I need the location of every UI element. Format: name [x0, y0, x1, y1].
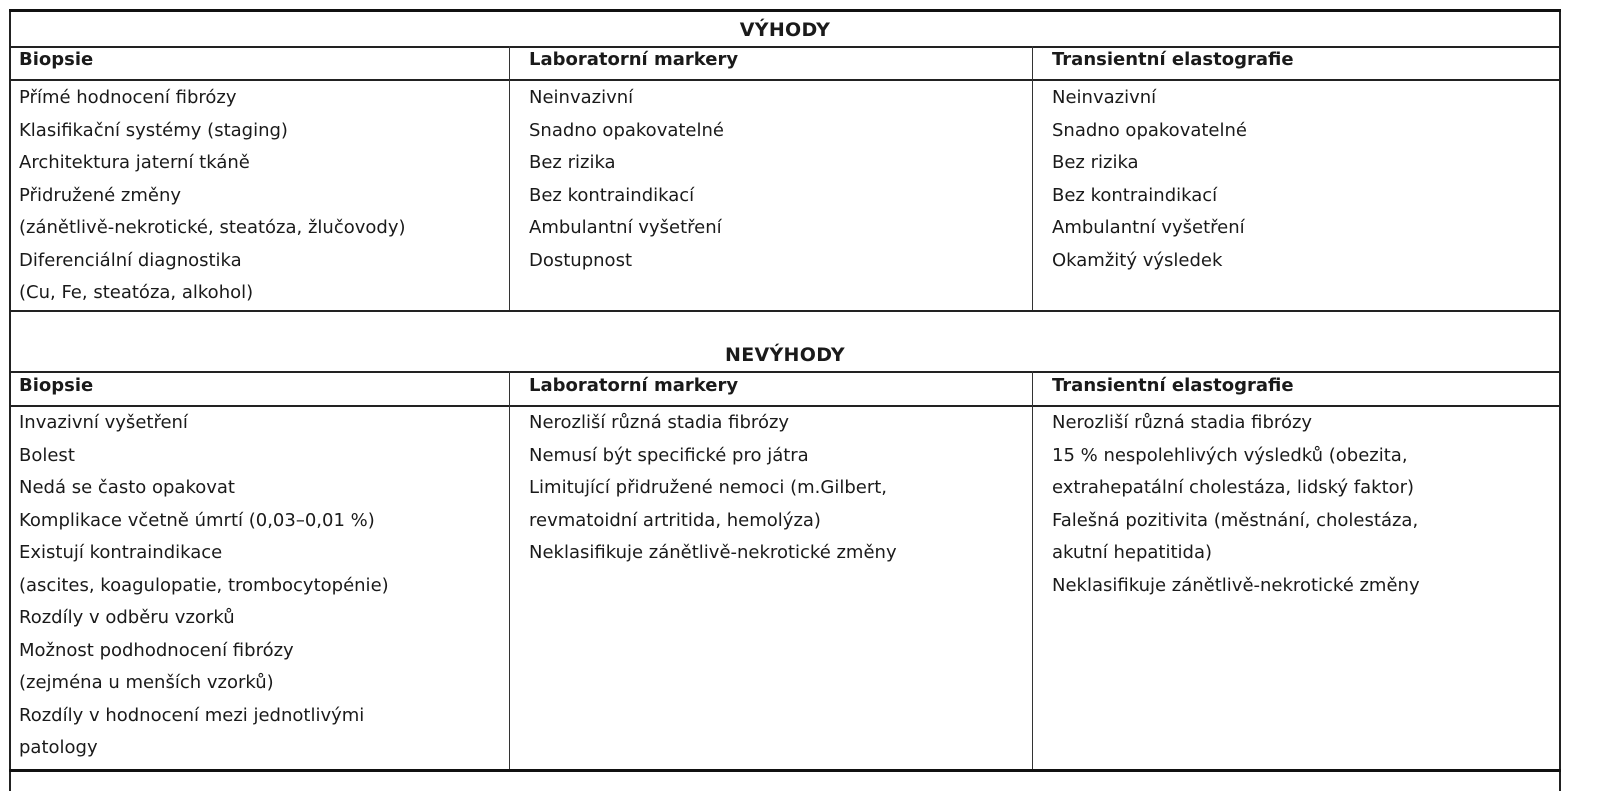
list-item: Bez kontraindikací	[529, 184, 695, 206]
disadv-divider-2	[1032, 371, 1033, 769]
list-item: extrahepatální cholestáza, lidský faktor)	[1052, 477, 1415, 498]
list-item: Neklasifikuje zánětlivě-nekrotické změny	[529, 542, 897, 563]
disadvantages-col-biopsie	[19, 407, 389, 765]
adv-divider-1	[509, 46, 510, 310]
list-item: Rozdíly v hodnocení mezi jednotlivými	[19, 704, 365, 726]
advantages-col-lab	[529, 82, 724, 277]
list-item: Klasifikační systémy (staging)	[19, 119, 288, 141]
list-item: revmatoidní artritida, hemolýza)	[529, 509, 821, 531]
list-item: Invazivní vyšetření	[19, 412, 188, 433]
list-item: Snadno opakovatelné	[529, 119, 724, 141]
list-item: Bolest	[19, 444, 75, 466]
advantages-title: VÝHODY	[739, 19, 831, 41]
rule-top	[9, 9, 1561, 12]
list-item: (zejména u menších vzorků)	[19, 672, 274, 693]
list-item: Přímé hodnocení fibrózy	[19, 87, 237, 108]
advantages-header-lab: Laboratorní markery	[529, 49, 739, 70]
advantages-header-elasto: Transientní elastografie	[1052, 49, 1294, 70]
list-item: (ascites, koagulopatie, trombocytopénie)	[19, 574, 389, 596]
table-border-left	[9, 9, 11, 791]
list-item: Neklasifikuje zánětlivě-nekrotické změny	[1052, 574, 1420, 596]
rule-advantages-header	[9, 79, 1561, 81]
advantages-col-biopsie	[19, 82, 406, 310]
list-item: Nemusí být specifické pro játra	[529, 444, 809, 466]
comparison-table	[9, 9, 1561, 791]
list-item: Neinvazivní	[1052, 87, 1157, 108]
list-item: Existují kontraindikace	[19, 542, 223, 563]
advantages-col-elasto	[1052, 82, 1247, 277]
list-item: Diferenciální diagnostika	[19, 249, 242, 271]
disadvantages-header-biopsie: Biopsie	[19, 375, 94, 396]
rule-advantages-title	[9, 46, 1561, 48]
list-item: Ambulantní vyšetření	[529, 217, 722, 238]
list-item: (zánětlivě-nekrotické, steatóza, žlučovody)	[19, 217, 406, 238]
list-item: Falešná pozitivita (městnání, cholestáza,	[1052, 509, 1419, 531]
list-item: Nerozliší různá stadia fibrózy	[529, 412, 790, 433]
disadv-divider-1	[509, 371, 510, 769]
disadvantages-header-elasto: Transientní elastografie	[1052, 375, 1294, 396]
list-item: Bez rizika	[1052, 152, 1139, 173]
list-item: Rozdíly v odběru vzorků	[19, 607, 235, 628]
rule-disadvantages-title	[9, 371, 1561, 373]
list-item: Neinvazivní	[529, 87, 634, 108]
adv-divider-2	[1032, 46, 1033, 310]
rule-bottom	[9, 769, 1561, 772]
list-item: patology	[19, 737, 98, 758]
advantages-header-biopsie: Biopsie	[19, 49, 94, 70]
disadvantages-col-lab	[529, 407, 897, 570]
list-item: Limitující přidružené nemoci (m.Gilbert,	[529, 477, 887, 498]
disadvantages-col-elasto	[1052, 407, 1420, 602]
list-item: Bez kontraindikací	[1052, 184, 1218, 206]
disadvantages-title: NEVÝHODY	[725, 344, 845, 366]
table-border-right	[1559, 9, 1561, 791]
list-item: Okamžitý výsledek	[1052, 249, 1223, 271]
list-item: Snadno opakovatelné	[1052, 119, 1247, 141]
list-item: Nerozliší různá stadia fibrózy	[1052, 412, 1313, 433]
list-item: Přidružené změny	[19, 184, 182, 206]
rule-section-separator	[9, 310, 1561, 312]
list-item: Ambulantní vyšetření	[1052, 217, 1245, 238]
disadvantages-header-lab: Laboratorní markery	[529, 375, 739, 396]
list-item: (Cu, Fe, steatóza, alkohol)	[19, 282, 254, 303]
list-item: akutní hepatitida)	[1052, 542, 1213, 563]
list-item: Komplikace včetně úmrtí (0,03–0,01 %)	[19, 509, 375, 531]
list-item: Možnost podhodnocení fibrózy	[19, 639, 294, 661]
list-item: Nedá se často opakovat	[19, 477, 235, 498]
list-item: Dostupnost	[529, 249, 632, 271]
list-item: 15 % nespolehlivých výsledků (obezita,	[1052, 444, 1408, 466]
list-item: Architektura jaterní tkáně	[19, 152, 250, 173]
list-item: Bez rizika	[529, 152, 616, 173]
